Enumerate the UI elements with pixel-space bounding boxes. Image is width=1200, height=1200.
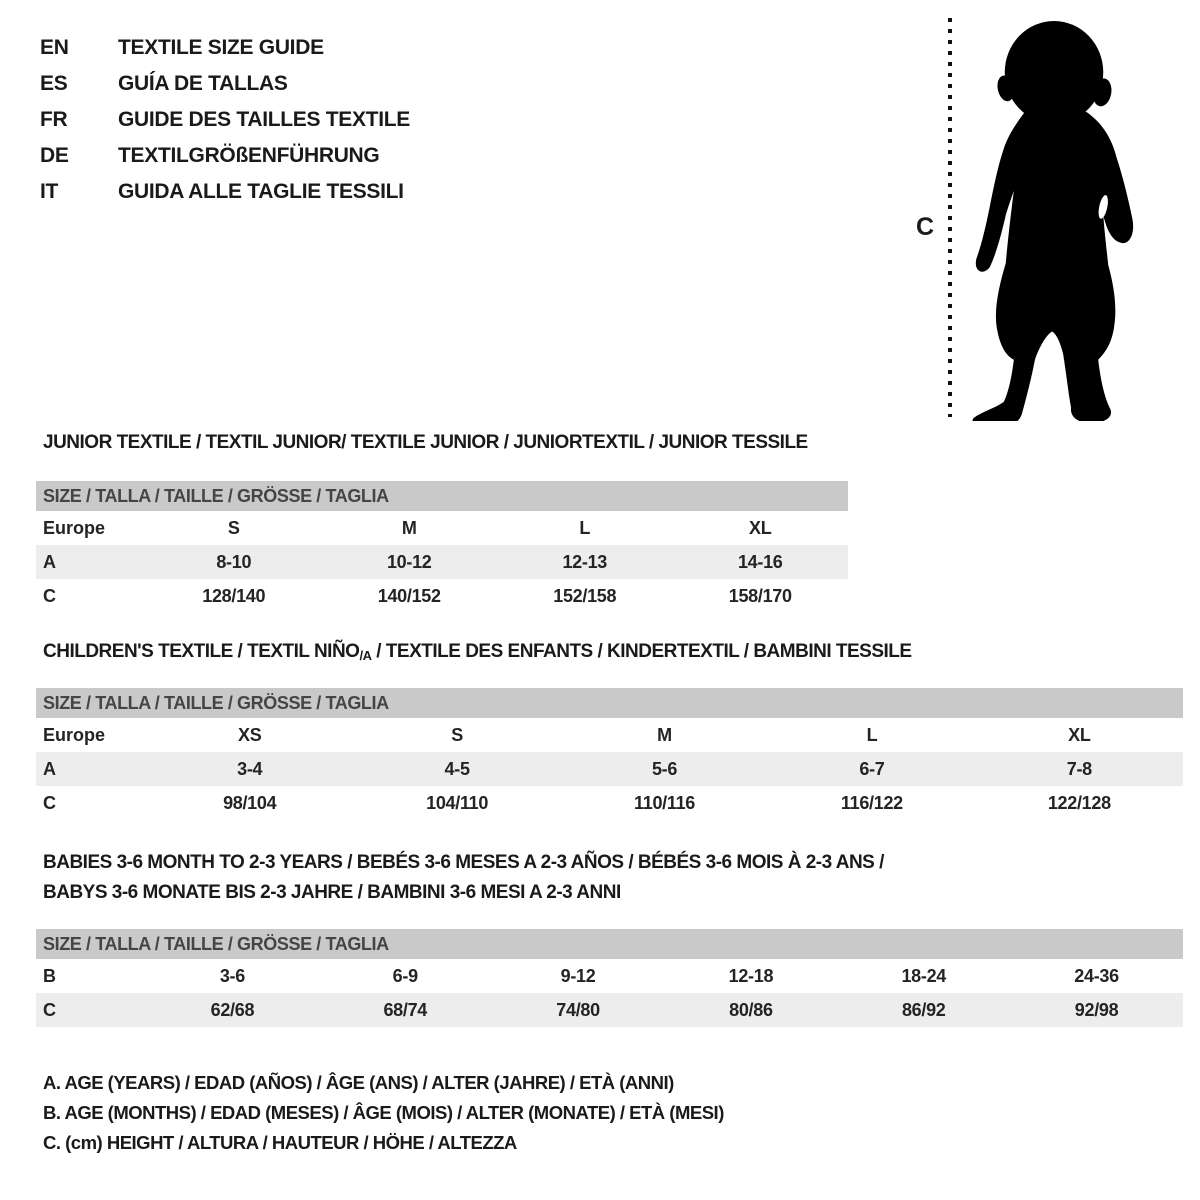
cell: L <box>866 725 878 745</box>
row-label: B <box>43 966 56 986</box>
cell: 24-36 <box>1074 966 1119 986</box>
height-measure-dashed-line <box>948 18 952 417</box>
lang-title: GUIDE DES TAILLES TEXTILE <box>118 108 410 131</box>
legend-notes <box>43 1068 724 1158</box>
language-title-list <box>40 30 410 210</box>
cell: 18-24 <box>901 966 946 986</box>
toddler-body <box>973 108 1134 421</box>
lang-row-fr <box>40 102 410 138</box>
children-title-sub: /A <box>359 648 372 663</box>
cell: S <box>451 725 463 745</box>
cell: M <box>401 518 417 538</box>
cell: L <box>579 518 591 538</box>
cell: 92/98 <box>1074 1000 1119 1020</box>
junior-size-table <box>36 481 848 613</box>
lang-row-de <box>40 138 410 174</box>
lang-code: ES <box>40 72 68 95</box>
lang-title: GUÍA DE TALLAS <box>118 72 288 95</box>
cell: 128/140 <box>202 586 266 606</box>
lang-row-es <box>40 66 410 102</box>
note-age-months: B. AGE (MONTHS) / EDAD (MESES) / ÂGE (MOIS) / ALTER (MONATE) / ETÀ (MESI) <box>43 1102 724 1123</box>
cell: M <box>657 725 672 745</box>
table-row <box>36 511 848 545</box>
cell: 14-16 <box>737 552 783 572</box>
row-label: C <box>43 1000 56 1020</box>
cell: 9-12 <box>560 966 596 986</box>
babies-section-title <box>43 848 884 908</box>
cell: 8-10 <box>216 552 252 572</box>
cell: 12-13 <box>562 552 608 572</box>
lang-row-it <box>40 174 410 210</box>
lang-row-en <box>40 30 410 66</box>
cell: 110/116 <box>634 793 695 813</box>
size-header-bar: SIZE / TALLA / TAILLE / GRÖSSE / TAGLIA <box>36 481 848 511</box>
table-row <box>36 786 1183 820</box>
lang-title: TEXTILE SIZE GUIDE <box>118 36 324 59</box>
cell: 7-8 <box>1066 759 1092 779</box>
children-section-title <box>43 637 912 671</box>
cell: XS <box>237 725 262 745</box>
size-header-bar: SIZE / TALLA / TAILLE / GRÖSSE / TAGLIA <box>36 688 1183 718</box>
cell: 140/152 <box>377 586 441 606</box>
cell: 6-7 <box>859 759 885 779</box>
row-label: A <box>43 759 56 779</box>
cell: 74/80 <box>556 1000 600 1020</box>
cell: XL <box>749 518 772 538</box>
children-title-pre: CHILDREN'S TEXTILE / TEXTIL NIÑO <box>43 641 360 662</box>
lang-code: FR <box>40 108 68 131</box>
lang-title: TEXTILGRÖßENFÜHRUNG <box>118 144 380 167</box>
cell: XL <box>1068 725 1091 745</box>
row-label: Europe <box>43 725 106 745</box>
cell: 3-4 <box>237 759 263 779</box>
table-row <box>36 752 1183 786</box>
lang-code: IT <box>40 180 59 203</box>
table-row <box>36 579 848 613</box>
toddler-silhouette-icon <box>963 14 1140 421</box>
lang-title: GUIDA ALLE TAGLIE TESSILI <box>118 180 404 203</box>
babies-title-line1: BABIES 3-6 MONTH TO 2-3 YEARS / BEBÉS 3-6 MESES A 2-3 AÑOS / BÉBÉS 3-6 MOIS À 2-3 ANS / <box>43 852 884 873</box>
table-row <box>36 993 1183 1027</box>
cell: 152/158 <box>553 586 617 606</box>
row-label: C <box>43 793 56 813</box>
cell: 122/128 <box>1047 793 1111 813</box>
children-size-table <box>36 688 1183 820</box>
cell: 116/122 <box>840 793 903 813</box>
lang-code: DE <box>40 144 69 167</box>
row-label: A <box>43 552 56 572</box>
cell: 86/92 <box>901 1000 946 1020</box>
babies-title-line2: BABYS 3-6 MONATE BIS 2-3 JAHRE / BAMBINI 3-6 MESI A 2-3 ANNI <box>43 882 621 903</box>
cell: 104/110 <box>426 793 489 813</box>
row-label: C <box>43 586 56 606</box>
row-label: Europe <box>43 518 106 538</box>
height-measure-label: C <box>916 213 935 241</box>
cell: 5-6 <box>651 759 678 779</box>
children-title-post: / TEXTILE DES ENFANTS / KINDERTEXTIL / BAMBINI TESSILE <box>371 641 912 662</box>
cell: 10-12 <box>386 552 432 572</box>
cell: 4-5 <box>444 759 470 779</box>
note-height-cm: C. (cm) HEIGHT / ALTURA / HAUTEUR / HÖHE / ALTEZZA <box>43 1132 517 1153</box>
size-header-bar: SIZE / TALLA / TAILLE / GRÖSSE / TAGLIA <box>36 929 1183 959</box>
babies-size-table <box>36 929 1183 1027</box>
cell: 98/104 <box>223 793 277 813</box>
cell: 68/74 <box>383 1000 428 1020</box>
table-row <box>36 545 848 579</box>
table-row <box>36 959 1183 993</box>
cell: 62/68 <box>210 1000 255 1020</box>
cell: 80/86 <box>729 1000 773 1020</box>
note-age-years: A. AGE (YEARS) / EDAD (AÑOS) / ÂGE (ANS) / ALTER (JAHRE) / ETÀ (ANNI) <box>43 1072 674 1093</box>
cell: 12-18 <box>728 966 774 986</box>
cell: 6-9 <box>392 966 418 986</box>
junior-section-title: JUNIOR TEXTILE / TEXTIL JUNIOR/ TEXTILE JUNIOR / JUNIORTEXTIL / JUNIOR TESSILE <box>43 432 808 453</box>
cell: S <box>227 518 240 538</box>
table-row <box>36 718 1183 752</box>
cell: 3-6 <box>219 966 245 986</box>
lang-code: EN <box>40 36 69 59</box>
toddler-head <box>1005 21 1103 124</box>
cell: 158/170 <box>728 586 792 606</box>
